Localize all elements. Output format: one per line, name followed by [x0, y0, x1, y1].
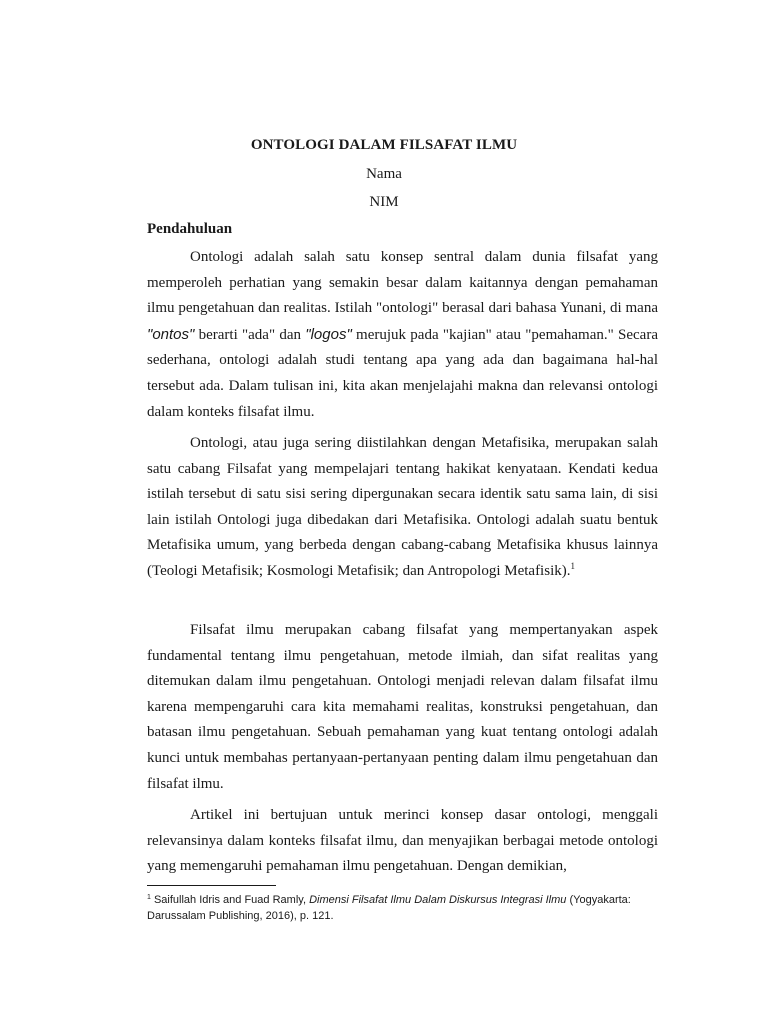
paragraph-4-text: Artikel ini bertujuan untuk merinci konsep dasar ontologi, menggali relevansinya dalam konteks filsafat ilmu, dan menyajikan berbagai metode ontologi yang memengaruhi pemahaman ilmu pengetahuan. Dengan demikian, — [147, 807, 658, 875]
section-heading: Pendahuluan — [147, 221, 233, 237]
paragraph-3 — [147, 618, 658, 797]
footnote — [147, 892, 658, 924]
footnote-text-after: (Yogyakarta: Darussalam Publishing, 2016), p. 121. — [147, 894, 631, 922]
student-id-line: NIM — [369, 194, 399, 210]
paragraph-1 — [147, 245, 658, 425]
paragraph-4 — [147, 803, 658, 880]
paragraph-2 — [147, 431, 658, 585]
document-title: ONTOLOGI DALAM FILSAFAT ILMU — [250, 137, 518, 153]
paragraph-1-text-a: Ontologi adalah salah satu konsep sentral dalam dunia filsafat yang memperoleh perhatian yang semakin besar dalam kaitannya dengan pemahaman ilmu pengetahuan dan realitas. Istilah "ontologi" berasal dari bahasa Yunani, di mana — [147, 249, 658, 317]
paragraph-1-term-logos: "logos" — [305, 325, 352, 343]
footnote-separator — [147, 885, 276, 886]
footnote-reference[interactable]: 1 — [570, 560, 575, 571]
footnote-number: 1 — [147, 894, 151, 901]
footnote-text-before: Saifullah Idris and Fuad Ramly, — [150, 894, 310, 906]
footnote-book-title: Dimensi Filsafat Ilmu Dalam Diskursus Integrasi Ilmu — [309, 894, 567, 906]
paragraph-1-text-c: merujuk pada "kajian" atau "pemahaman." Secara sederhana, ontologi adalah studi tentang apa yang ada dan bagaimana hal-hal tersebut ada. Dalam tulisan ini, kita akan menjelajahi makna dan relevansi ontologi dalam konteks filsafat ilmu. — [147, 326, 658, 420]
author-name-line: Nama — [366, 166, 402, 182]
paragraph-1-term-ontos: "ontos" — [147, 325, 195, 343]
paragraph-2-text: Ontologi, atau juga sering diistilahkan dengan Metafisika, merupakan salah satu cabang Filsafat yang mempelajari tentang hakikat kenyataan. Kendati kedua istilah tersebut di satu sisi sering dipergunakan secara identik satu sama lain, di sisi lain istilah Ontologi juga dibedakan dari Metafisika. Ontologi adalah suatu bentuk Metafisika umum, yang berbeda dengan cabang-cabang Metafisika khusus lainnya (Teologi Metafisik; Kosmologi Metafisik; dan Antropologi Metafisik). — [147, 435, 658, 579]
paragraph-1-text-b: berarti "ada" dan — [194, 326, 306, 343]
paragraph-3-text: Filsafat ilmu merupakan cabang filsafat yang mempertanyakan aspek fundamental tentang ilmu pengetahuan, metode ilmiah, dan sifat realitas yang ditemukan dalam ilmu pengetahuan. Ontologi menjadi relevan dalam filsafat ilmu karena mempengaruhi cara kita memahami realitas, konstruksi pengetahuan, dan batasan ilmu pengetahuan. Sebuah pemahaman yang kuat tentang ontologi adalah kunci untuk membahas pertanyaan-pertanyaan penting dalam ilmu pengetahuan dan filsafat ilmu. — [147, 622, 658, 792]
